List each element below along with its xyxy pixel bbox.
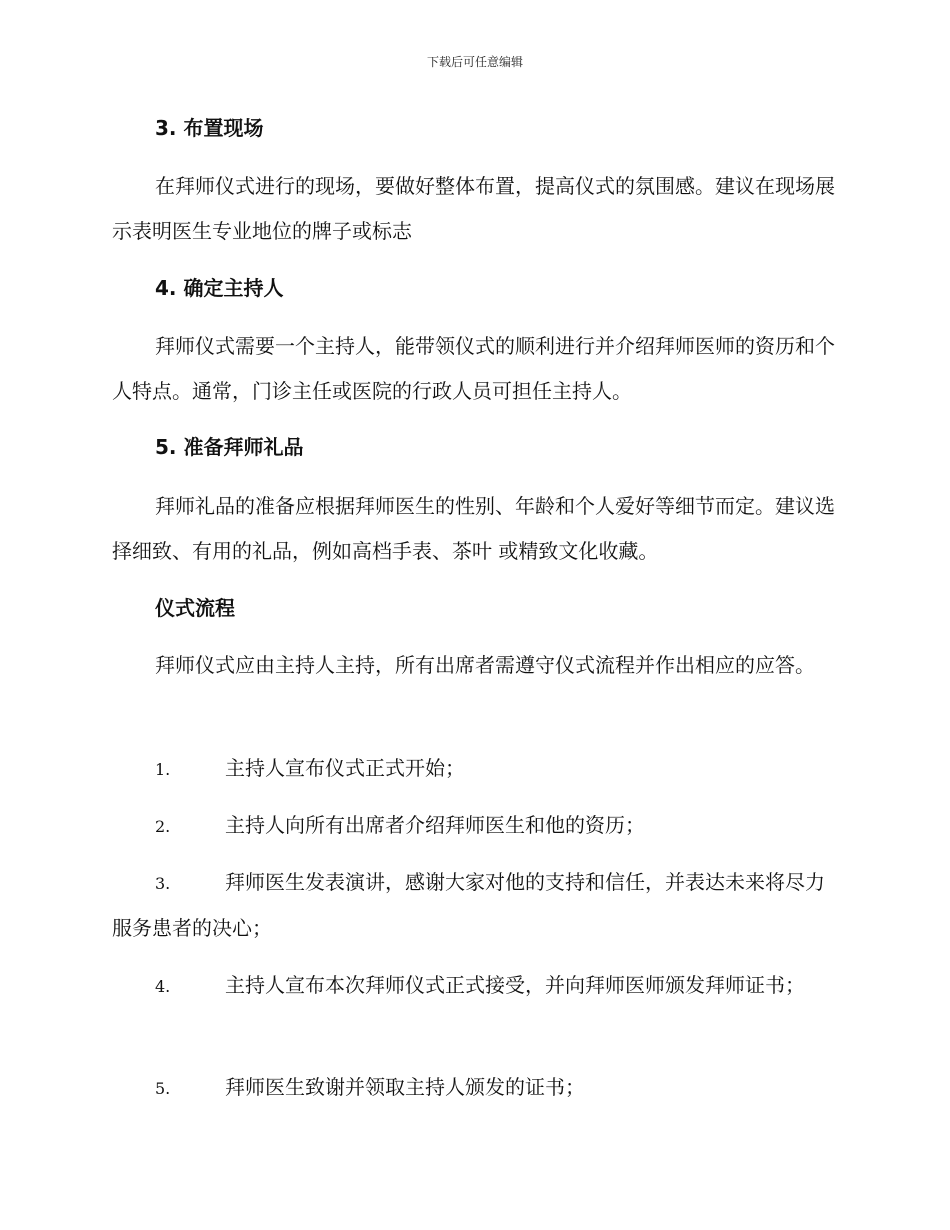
step-text: 主持人宣布本次拜师仪式正式接受，并向拜师医师颁发拜师证书； xyxy=(225,973,805,997)
step-text: 主持人向所有出席者介绍拜师医生和他的资历； xyxy=(225,813,645,837)
flow-step-1 xyxy=(112,746,837,792)
step-text: 主持人宣布仪式正式开始； xyxy=(225,756,465,780)
flow-step-4 xyxy=(112,963,837,1009)
section-4-heading: 4. 确定主持人 xyxy=(155,276,284,300)
flow-step-2 xyxy=(112,803,837,849)
step-text: 拜师医生发表演讲，感谢大家对他的支持和信任，并表达未来将尽力服务患者的决心； xyxy=(112,870,825,940)
section-5-heading: 5. 准备拜师礼品 xyxy=(155,435,304,459)
flow-paragraph: 拜师仪式应由主持人主持，所有出席者需遵守仪式流程并作出相应的应答。 xyxy=(155,653,815,677)
flow-step-5 xyxy=(112,1065,837,1111)
step-number: 5. xyxy=(155,1079,171,1098)
section-3-paragraph: 在拜师仪式进行的现场，要做好整体布置，提高仪式的氛围感。建议在现场展示表明医生专业地位的牌子或标志 xyxy=(112,174,835,243)
section-5-paragraph: 拜师礼品的准备应根据拜师医生的性别、年龄和个人爱好等细节而定。建议选择细致、有用的礼品，例如高档手表、茶叶 或精致文化收藏。 xyxy=(112,494,835,563)
step-number: 1. xyxy=(155,760,171,779)
page-header: 下载后可任意编辑 xyxy=(426,55,523,69)
flow-heading: 仪式流程 xyxy=(155,596,235,620)
flow-step-3 xyxy=(112,860,837,951)
step-number: 4. xyxy=(155,977,171,996)
section-3-heading: 3. 布置现场 xyxy=(155,116,264,140)
step-text: 拜师医生致谢并领取主持人颁发的证书； xyxy=(225,1075,585,1099)
section-4-paragraph: 拜师仪式需要一个主持人，能带领仪式的顺利进行并介绍拜师医师的资历和个人特点。通常，门诊主任或医院的行政人员可担任主持人。 xyxy=(112,334,835,403)
step-number: 2. xyxy=(155,817,171,836)
step-number: 3. xyxy=(155,874,171,893)
